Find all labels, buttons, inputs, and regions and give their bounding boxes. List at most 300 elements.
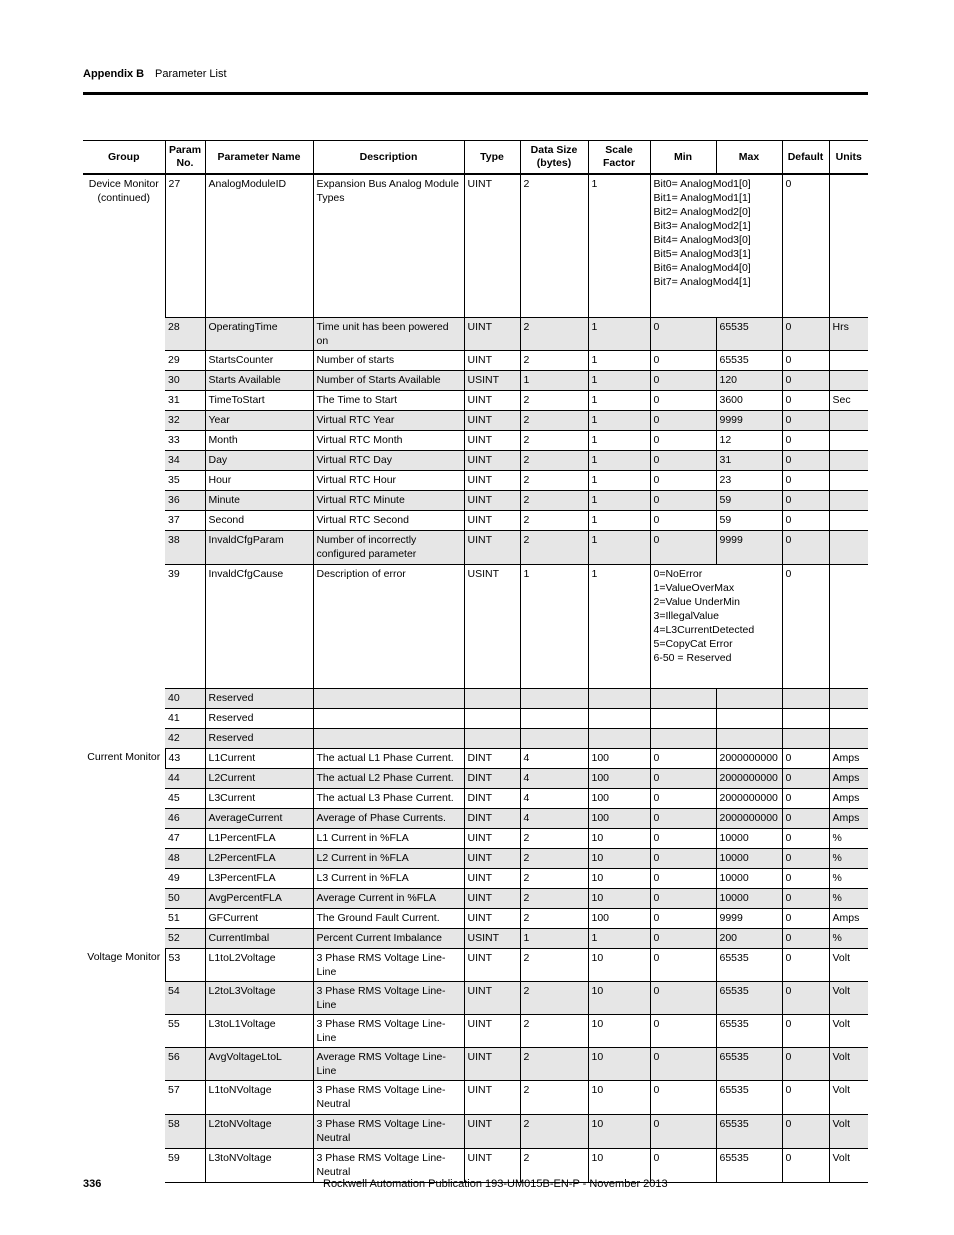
units-cell (829, 410, 868, 430)
type-cell (464, 688, 520, 708)
param-name-cell: InvaldCfgParam (205, 530, 313, 564)
param-name-cell: L2toNVoltage (205, 1114, 313, 1148)
param-no-cell: 46 (165, 808, 205, 828)
max-cell: 12 (716, 430, 782, 450)
default-cell: 0 (782, 350, 829, 370)
units-cell: Volt (829, 1047, 868, 1080)
units-cell (829, 688, 868, 708)
data-size-cell (520, 688, 588, 708)
data-size-cell: 2 (520, 317, 588, 350)
max-cell: 3600 (716, 390, 782, 410)
data-size-cell: 2 (520, 1114, 588, 1148)
data-size-cell: 2 (520, 470, 588, 490)
scale-factor-cell: 100 (588, 908, 650, 928)
data-size-cell (520, 708, 588, 728)
units-cell: Volt (829, 1148, 868, 1182)
description-cell: Average Current in %FLA (313, 888, 464, 908)
default-cell: 0 (782, 530, 829, 564)
param-no-cell: 37 (165, 510, 205, 530)
table-row (83, 530, 868, 564)
table-row (83, 1047, 868, 1080)
units-cell (829, 510, 868, 530)
description-cell: Average RMS Voltage Line-Line (313, 1047, 464, 1080)
param-name-cell: L3Current (205, 788, 313, 808)
min-cell: 0 (650, 981, 716, 1014)
type-cell: UINT (464, 981, 520, 1014)
default-cell: 0 (782, 430, 829, 450)
description-cell: Virtual RTC Second (313, 510, 464, 530)
description-cell (313, 728, 464, 748)
default-cell: 0 (782, 510, 829, 530)
default-cell: 0 (782, 390, 829, 410)
description-cell: 3 Phase RMS Voltage Line-Line (313, 1014, 464, 1047)
units-cell: Volt (829, 1014, 868, 1047)
min-cell: 0 (650, 768, 716, 788)
table-row (83, 948, 868, 981)
param-name-cell: AvgPercentFLA (205, 888, 313, 908)
min-cell: 0 (650, 317, 716, 350)
type-cell (464, 728, 520, 748)
description-cell: Number of Starts Available (313, 370, 464, 390)
default-cell: 0 (782, 808, 829, 828)
units-cell (829, 350, 868, 370)
param-no-cell: 53 (165, 948, 205, 981)
description-cell: Virtual RTC Year (313, 410, 464, 430)
default-cell (782, 688, 829, 708)
table-row (83, 317, 868, 350)
default-cell: 0 (782, 370, 829, 390)
scale-factor-cell: 10 (588, 948, 650, 981)
max-cell: 2000000000 (716, 788, 782, 808)
table-row (83, 728, 868, 748)
type-cell: UINT (464, 828, 520, 848)
param-no-cell: 33 (165, 430, 205, 450)
data-size-cell: 2 (520, 888, 588, 908)
description-cell: 3 Phase RMS Voltage Line-Line (313, 981, 464, 1014)
data-size-cell: 2 (520, 828, 588, 848)
data-size-cell: 2 (520, 530, 588, 564)
column-header: Group (83, 141, 165, 175)
max-cell: 2000000000 (716, 768, 782, 788)
param-name-cell: L1toL2Voltage (205, 948, 313, 981)
table-header-row (83, 141, 868, 175)
column-header: Units (829, 141, 868, 175)
data-size-cell: 2 (520, 350, 588, 370)
units-cell: Amps (829, 788, 868, 808)
scale-factor-cell: 1 (588, 370, 650, 390)
type-cell: UINT (464, 848, 520, 868)
param-name-cell: Day (205, 450, 313, 470)
type-cell: UINT (464, 350, 520, 370)
scale-factor-cell: 1 (588, 390, 650, 410)
param-name-cell: AnalogModuleID (205, 174, 313, 317)
column-header: Param No. (165, 141, 205, 175)
data-size-cell: 2 (520, 868, 588, 888)
param-no-cell: 40 (165, 688, 205, 708)
data-size-cell: 1 (520, 928, 588, 948)
param-name-cell: L3toNVoltage (205, 1148, 313, 1182)
param-no-cell: 54 (165, 981, 205, 1014)
units-cell: Amps (829, 808, 868, 828)
default-cell: 0 (782, 908, 829, 928)
units-cell (829, 450, 868, 470)
table-row (83, 564, 868, 688)
units-cell: Amps (829, 908, 868, 928)
min-cell: 0 (650, 470, 716, 490)
table-row (83, 450, 868, 470)
param-name-cell: Month (205, 430, 313, 450)
type-cell: DINT (464, 748, 520, 768)
units-cell: Sec (829, 390, 868, 410)
scale-factor-cell (588, 688, 650, 708)
table-row (83, 1014, 868, 1047)
description-cell: 3 Phase RMS Voltage Line-Neutral (313, 1148, 464, 1182)
param-name-cell: L1Current (205, 748, 313, 768)
param-no-cell: 35 (165, 470, 205, 490)
type-cell: UINT (464, 868, 520, 888)
param-name-cell: Minute (205, 490, 313, 510)
min-cell: 0 (650, 908, 716, 928)
units-cell (829, 728, 868, 748)
param-no-cell: 42 (165, 728, 205, 748)
units-cell: % (829, 848, 868, 868)
group-cell: Voltage Monitor (83, 948, 165, 1182)
description-cell (313, 708, 464, 728)
description-cell: Virtual RTC Hour (313, 470, 464, 490)
table-row (83, 1080, 868, 1114)
scale-factor-cell: 10 (588, 1080, 650, 1114)
table-row (83, 174, 868, 317)
units-cell: Volt (829, 1080, 868, 1114)
param-name-cell: InvaldCfgCause (205, 564, 313, 688)
description-cell: The Time to Start (313, 390, 464, 410)
units-cell (829, 430, 868, 450)
units-cell: % (829, 828, 868, 848)
data-size-cell: 2 (520, 1014, 588, 1047)
param-no-cell: 41 (165, 708, 205, 728)
param-name-cell: Reserved (205, 728, 313, 748)
type-cell: UINT (464, 1080, 520, 1114)
default-cell: 0 (782, 868, 829, 888)
units-cell (829, 708, 868, 728)
max-cell: 10000 (716, 868, 782, 888)
description-cell: The actual L2 Phase Current. (313, 768, 464, 788)
data-size-cell: 2 (520, 1080, 588, 1114)
param-no-cell: 58 (165, 1114, 205, 1148)
type-cell: UINT (464, 450, 520, 470)
param-name-cell: Second (205, 510, 313, 530)
scale-factor-cell: 1 (588, 410, 650, 430)
type-cell: UINT (464, 430, 520, 450)
data-size-cell: 2 (520, 948, 588, 981)
default-cell: 0 (782, 748, 829, 768)
max-cell: 65535 (716, 1014, 782, 1047)
table-row (83, 888, 868, 908)
column-header: Data Size (bytes) (520, 141, 588, 175)
units-cell: Amps (829, 768, 868, 788)
max-cell: 65535 (716, 317, 782, 350)
type-cell: UINT (464, 1148, 520, 1182)
param-name-cell: L2toL3Voltage (205, 981, 313, 1014)
param-name-cell: AvgVoltageLtoL (205, 1047, 313, 1080)
param-no-cell: 38 (165, 530, 205, 564)
data-size-cell: 2 (520, 1148, 588, 1182)
units-cell: % (829, 868, 868, 888)
min-cell: 0 (650, 370, 716, 390)
scale-factor-cell: 1 (588, 510, 650, 530)
min-cell: 0 (650, 1114, 716, 1148)
default-cell: 0 (782, 470, 829, 490)
max-cell: 10000 (716, 848, 782, 868)
param-name-cell: L1PercentFLA (205, 828, 313, 848)
min-cell (650, 728, 716, 748)
max-cell: 65535 (716, 1080, 782, 1114)
param-name-cell: L3toL1Voltage (205, 1014, 313, 1047)
default-cell: 0 (782, 948, 829, 981)
table-row (83, 808, 868, 828)
min-cell: 0 (650, 808, 716, 828)
max-cell: 65535 (716, 948, 782, 981)
table-row (83, 490, 868, 510)
max-cell: 65535 (716, 981, 782, 1014)
group-cell: Device Monitor (continued) (83, 174, 165, 748)
data-size-cell (520, 728, 588, 748)
param-no-cell: 49 (165, 868, 205, 888)
scale-factor-cell: 100 (588, 808, 650, 828)
default-cell: 0 (782, 174, 829, 317)
min-cell: 0 (650, 450, 716, 470)
scale-factor-cell: 10 (588, 888, 650, 908)
publication-info: Rockwell Automation Publication 193-UM015B-EN-P - November 2013 (323, 1178, 668, 1190)
type-cell: USINT (464, 370, 520, 390)
description-cell: Time unit has been powered on (313, 317, 464, 350)
type-cell: UINT (464, 888, 520, 908)
type-cell: DINT (464, 768, 520, 788)
type-cell: UINT (464, 1114, 520, 1148)
type-cell: UINT (464, 908, 520, 928)
default-cell: 0 (782, 768, 829, 788)
default-cell: 0 (782, 410, 829, 430)
max-cell: 59 (716, 510, 782, 530)
min-cell: 0 (650, 848, 716, 868)
table-row (83, 1148, 868, 1182)
scale-factor-cell: 10 (588, 1148, 650, 1182)
data-size-cell: 4 (520, 748, 588, 768)
min-cell (650, 688, 716, 708)
type-cell: DINT (464, 788, 520, 808)
param-no-cell: 57 (165, 1080, 205, 1114)
table-row (83, 868, 868, 888)
type-cell: UINT (464, 510, 520, 530)
data-size-cell: 2 (520, 908, 588, 928)
type-cell: UINT (464, 390, 520, 410)
scale-factor-cell: 1 (588, 430, 650, 450)
min-cell: 0 (650, 888, 716, 908)
max-cell: 2000000000 (716, 808, 782, 828)
description-cell: Average of Phase Currents. (313, 808, 464, 828)
param-no-cell: 48 (165, 848, 205, 868)
min-cell: 0 (650, 828, 716, 848)
scale-factor-cell: 10 (588, 1014, 650, 1047)
min-cell: 0 (650, 510, 716, 530)
data-size-cell: 4 (520, 808, 588, 828)
default-cell: 0 (782, 1114, 829, 1148)
parameter-table (83, 140, 868, 1183)
param-no-cell: 59 (165, 1148, 205, 1182)
units-cell: Amps (829, 748, 868, 768)
data-size-cell: 2 (520, 848, 588, 868)
param-no-cell: 51 (165, 908, 205, 928)
default-cell: 0 (782, 317, 829, 350)
default-cell: 0 (782, 450, 829, 470)
max-cell: 2000000000 (716, 748, 782, 768)
scale-factor-cell: 100 (588, 748, 650, 768)
param-name-cell: Starts Available (205, 370, 313, 390)
default-cell: 0 (782, 981, 829, 1014)
min-cell: 0=NoError 1=ValueOverMax 2=Value UnderMin 3=IllegalValue 4=L3CurrentDetected 5=CopyCat Error 6-50 = Reserved (650, 564, 782, 688)
min-cell: 0 (650, 1080, 716, 1114)
min-cell (650, 708, 716, 728)
param-name-cell: OperatingTime (205, 317, 313, 350)
max-cell (716, 728, 782, 748)
type-cell: UINT (464, 470, 520, 490)
column-header: Type (464, 141, 520, 175)
param-no-cell: 45 (165, 788, 205, 808)
type-cell: UINT (464, 317, 520, 350)
min-cell: 0 (650, 530, 716, 564)
column-header: Scale Factor (588, 141, 650, 175)
min-cell: 0 (650, 490, 716, 510)
param-name-cell: L2PercentFLA (205, 848, 313, 868)
units-cell: % (829, 928, 868, 948)
param-name-cell: CurrentImbal (205, 928, 313, 948)
description-cell: Number of incorrectly configured parameter (313, 530, 464, 564)
description-cell: The actual L3 Phase Current. (313, 788, 464, 808)
scale-factor-cell: 1 (588, 317, 650, 350)
param-no-cell: 31 (165, 390, 205, 410)
param-no-cell: 34 (165, 450, 205, 470)
param-no-cell: 50 (165, 888, 205, 908)
table-row (83, 748, 868, 768)
scale-factor-cell: 10 (588, 981, 650, 1014)
min-cell: 0 (650, 788, 716, 808)
units-cell: Volt (829, 948, 868, 981)
table-row (83, 470, 868, 490)
max-cell: 10000 (716, 828, 782, 848)
param-name-cell: GFCurrent (205, 908, 313, 928)
type-cell: UINT (464, 530, 520, 564)
type-cell: UINT (464, 410, 520, 430)
max-cell: 65535 (716, 1047, 782, 1080)
description-cell: 3 Phase RMS Voltage Line-Line (313, 948, 464, 981)
page-header (83, 66, 868, 95)
max-cell: 10000 (716, 888, 782, 908)
param-no-cell: 29 (165, 350, 205, 370)
units-cell (829, 470, 868, 490)
table-row (83, 788, 868, 808)
column-header: Parameter Name (205, 141, 313, 175)
units-cell: Volt (829, 1114, 868, 1148)
scale-factor-cell: 100 (588, 768, 650, 788)
scale-factor-cell: 1 (588, 470, 650, 490)
description-cell: Number of starts (313, 350, 464, 370)
param-name-cell: AverageCurrent (205, 808, 313, 828)
description-cell: 3 Phase RMS Voltage Line-Neutral (313, 1080, 464, 1114)
data-size-cell: 2 (520, 450, 588, 470)
min-cell: 0 (650, 410, 716, 430)
param-no-cell: 55 (165, 1014, 205, 1047)
scale-factor-cell: 1 (588, 174, 650, 317)
default-cell: 0 (782, 848, 829, 868)
max-cell: 65535 (716, 1148, 782, 1182)
max-cell: 9999 (716, 530, 782, 564)
table-row (83, 981, 868, 1014)
min-cell: Bit0= AnalogMod1[0] Bit1= AnalogMod1[1] Bit2= AnalogMod2[0] Bit3= AnalogMod2[1] Bit4= AnalogMod3[0] Bit5= AnalogMod3[1] Bit6= AnalogMod4[0] Bit7= AnalogMod4[1] (650, 174, 782, 317)
table-row (83, 430, 868, 450)
max-cell: 65535 (716, 350, 782, 370)
table-row (83, 370, 868, 390)
min-cell: 0 (650, 1148, 716, 1182)
units-cell: Volt (829, 981, 868, 1014)
default-cell: 0 (782, 1014, 829, 1047)
type-cell: UINT (464, 948, 520, 981)
param-no-cell: 36 (165, 490, 205, 510)
max-cell: 23 (716, 470, 782, 490)
scale-factor-cell: 1 (588, 530, 650, 564)
scale-factor-cell: 1 (588, 350, 650, 370)
section-title: Parameter List (155, 68, 227, 80)
min-cell: 0 (650, 1014, 716, 1047)
param-name-cell: StartsCounter (205, 350, 313, 370)
param-no-cell: 32 (165, 410, 205, 430)
param-no-cell: 52 (165, 928, 205, 948)
table-row (83, 510, 868, 530)
column-header: Default (782, 141, 829, 175)
data-size-cell: 2 (520, 1047, 588, 1080)
table-row (83, 708, 868, 728)
max-cell: 9999 (716, 410, 782, 430)
param-name-cell: Reserved (205, 688, 313, 708)
page-number: 336 (83, 1178, 102, 1190)
data-size-cell: 1 (520, 564, 588, 688)
units-cell (829, 530, 868, 564)
default-cell: 0 (782, 1148, 829, 1182)
max-cell: 200 (716, 928, 782, 948)
type-cell: UINT (464, 490, 520, 510)
scale-factor-cell: 10 (588, 848, 650, 868)
type-cell (464, 708, 520, 728)
scale-factor-cell: 1 (588, 928, 650, 948)
scale-factor-cell: 1 (588, 564, 650, 688)
param-no-cell: 44 (165, 768, 205, 788)
units-cell: Hrs (829, 317, 868, 350)
type-cell: USINT (464, 928, 520, 948)
param-no-cell: 30 (165, 370, 205, 390)
max-cell: 31 (716, 450, 782, 470)
default-cell: 0 (782, 1080, 829, 1114)
group-cell: Current Monitor (83, 748, 165, 948)
appendix-label: Appendix B (83, 68, 145, 80)
max-cell (716, 688, 782, 708)
description-cell: L3 Current in %FLA (313, 868, 464, 888)
table-row (83, 908, 868, 928)
table-row (83, 350, 868, 370)
description-cell: Percent Current Imbalance (313, 928, 464, 948)
description-cell: Virtual RTC Day (313, 450, 464, 470)
default-cell (782, 728, 829, 748)
min-cell: 0 (650, 928, 716, 948)
min-cell: 0 (650, 748, 716, 768)
